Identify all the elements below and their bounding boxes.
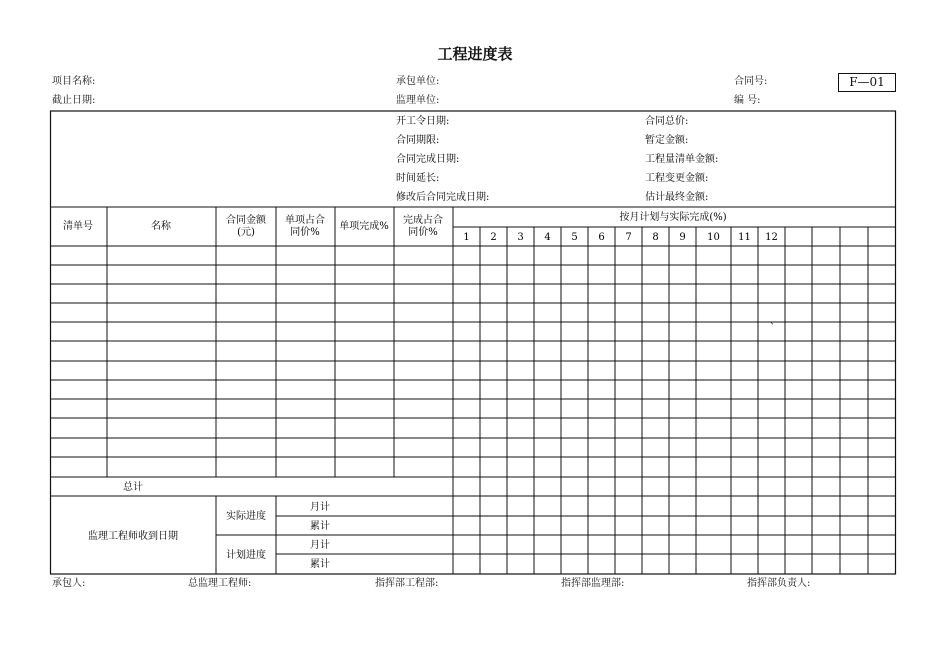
col-complete-ratio-l1: 完成占合 bbox=[403, 215, 443, 226]
contract-no-label: 合同号: bbox=[734, 76, 768, 87]
month-8: 8 bbox=[652, 232, 659, 243]
stray-mark: ` bbox=[770, 323, 775, 334]
hq-engineering-sign-label: 指挥部工程部: bbox=[375, 578, 439, 589]
contract-total-label: 合同总价: bbox=[645, 116, 689, 127]
hq-supervision-sign-label: 指挥部监理部: bbox=[561, 578, 625, 589]
planned-monthly-label: 月计 bbox=[310, 540, 330, 551]
variation-amount-label: 工程变更金额: bbox=[645, 173, 709, 184]
actual-monthly-label: 月计 bbox=[310, 502, 330, 513]
total-label: 总计 bbox=[123, 482, 143, 493]
contractor-label: 承包单位: bbox=[396, 76, 440, 87]
final-estimate-label: 估计最终金额: bbox=[645, 192, 709, 203]
receipt-date-label: 监理工程师收到日期 bbox=[88, 531, 178, 542]
serial-no-label: 编 号: bbox=[734, 95, 761, 106]
month-4: 4 bbox=[544, 232, 551, 243]
form-code-box: F—01 bbox=[838, 73, 896, 92]
planned-cumulative-label: 累计 bbox=[310, 559, 330, 570]
contractor-sign-label: 承包人: bbox=[52, 578, 86, 589]
month-3: 3 bbox=[517, 232, 524, 243]
month-12: 12 bbox=[765, 232, 778, 243]
col-name: 名称 bbox=[151, 221, 171, 232]
actual-cumulative-label: 累计 bbox=[310, 521, 330, 532]
project-name-label: 项目名称: bbox=[52, 76, 96, 87]
revised-completion-label: 修改后合同完成日期: bbox=[396, 192, 490, 203]
cutoff-date-label: 截止日期: bbox=[52, 95, 96, 106]
month-9: 9 bbox=[679, 232, 686, 243]
planned-progress-label: 计划进度 bbox=[226, 550, 266, 561]
month-6: 6 bbox=[598, 232, 605, 243]
col-item-complete: 单项完成% bbox=[339, 221, 389, 232]
start-order-date-label: 开工令日期: bbox=[396, 116, 450, 127]
hq-head-sign-label: 指挥部负责人: bbox=[747, 578, 811, 589]
month-11: 11 bbox=[738, 232, 751, 243]
month-10: 10 bbox=[707, 232, 720, 243]
time-extension-label: 时间延长: bbox=[396, 173, 440, 184]
col-item-ratio-l1: 单项占合 bbox=[285, 215, 325, 226]
completion-date-label: 合同完成日期: bbox=[396, 154, 460, 165]
month-7: 7 bbox=[625, 232, 632, 243]
supervisor-label: 监理单位: bbox=[396, 95, 440, 106]
col-contract-amount-l1: 合同金额 bbox=[226, 215, 266, 226]
contract-period-label: 合同期限: bbox=[396, 135, 440, 146]
monthly-header: 按月计划与实际完成(%) bbox=[619, 212, 727, 223]
boq-amount-label: 工程量清单金额: bbox=[645, 154, 719, 165]
provisional-amount-label: 暂定金额: bbox=[645, 135, 689, 146]
col-complete-ratio-l2: 同价% bbox=[408, 227, 438, 238]
page-title: 工程进度表 bbox=[437, 45, 513, 63]
month-1: 1 bbox=[463, 232, 470, 243]
month-5: 5 bbox=[571, 232, 578, 243]
col-item-no: 清单号 bbox=[63, 221, 93, 232]
chief-supervisor-sign-label: 总监理工程师: bbox=[188, 578, 252, 589]
month-2: 2 bbox=[490, 232, 497, 243]
col-contract-amount-l2: (元) bbox=[237, 227, 255, 238]
col-item-ratio-l2: 同价% bbox=[290, 227, 320, 238]
actual-progress-label: 实际进度 bbox=[226, 511, 266, 522]
